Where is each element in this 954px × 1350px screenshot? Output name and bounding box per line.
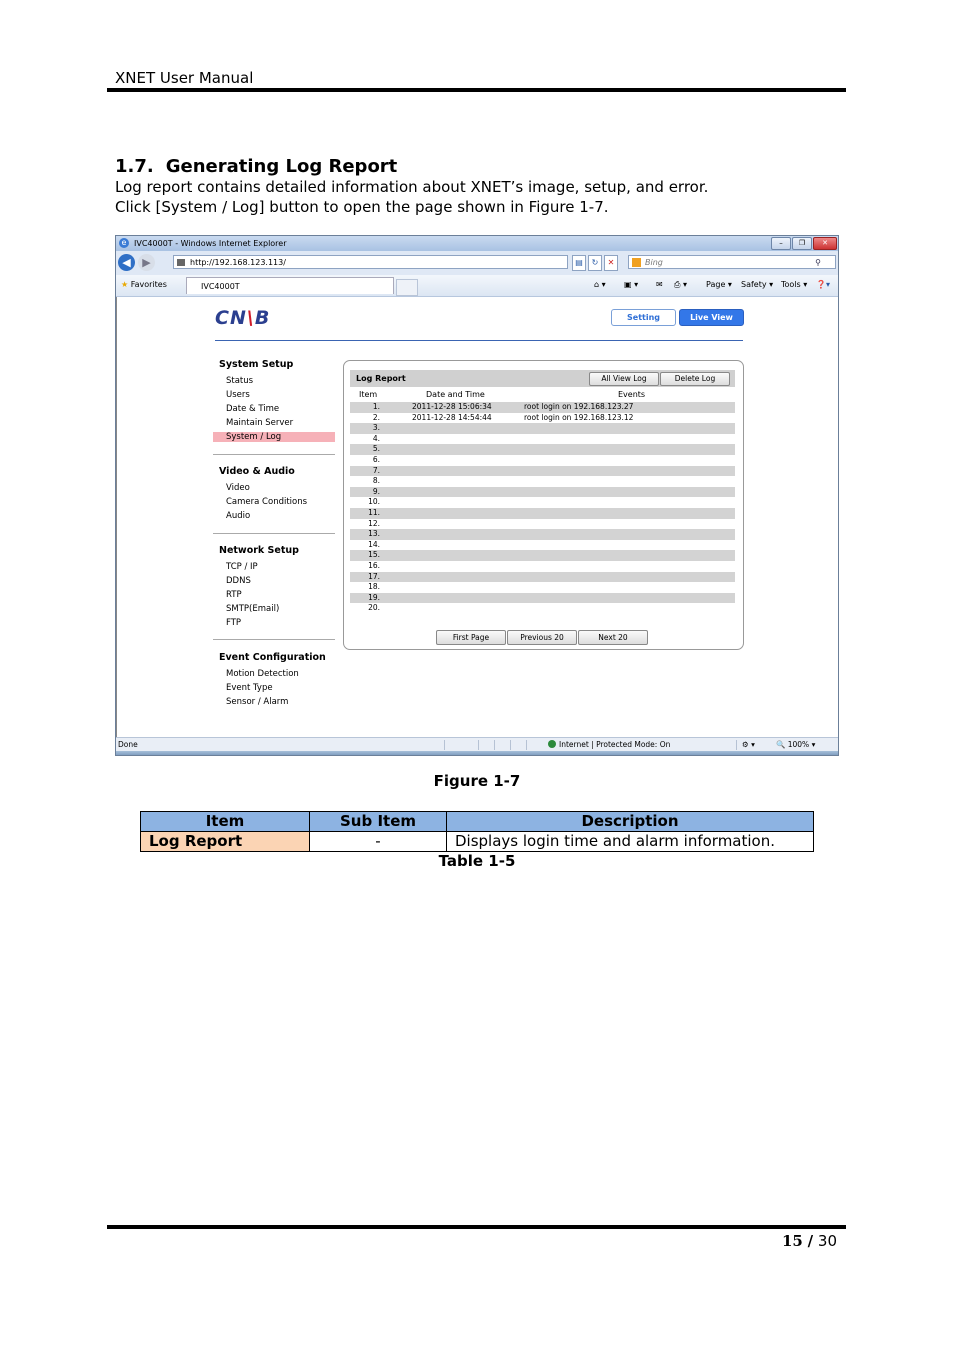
logo-text-mid: \ [246,307,255,329]
log-cell-item: 1. [372,402,380,411]
log-cell-item: 11. [368,507,380,517]
table-row [350,434,735,445]
ie-logo-icon: e [119,238,129,248]
bing-icon [632,258,641,267]
status-separator [494,740,495,750]
mail-icon[interactable]: ✉ [656,280,663,289]
column-header-events: Events [618,390,646,399]
table-row [350,572,735,583]
table-row [350,476,735,487]
table-cell-sub-item: - [310,832,447,852]
taskbar [116,751,838,756]
sidebar-group-system-setup: System Setup [219,359,294,370]
log-cell-item: 4. [372,433,380,443]
log-cell-item: 20. [368,603,380,613]
status-separator [444,740,445,750]
section-title [115,156,409,177]
sidebar-item-ftp[interactable]: FTP [226,618,242,628]
zoom-text: 100% [787,740,810,749]
log-cell-item: 17. [368,571,380,581]
logo-text-left: CN [215,307,247,329]
address-bar-row [116,251,838,275]
log-report-title: Log Report [356,374,406,383]
favorites-bar [116,275,838,297]
column-header-date-time: Date and Time [426,390,485,399]
tools-menu[interactable]: Tools ▾ [781,280,808,289]
log-cell-item: 5. [372,444,380,454]
table-row [350,455,735,466]
home-icon[interactable]: ⌂ ▾ [594,280,606,289]
all-view-log-button[interactable]: All View Log [589,372,659,386]
table-row [350,529,735,540]
safety-menu[interactable]: Safety ▾ [741,280,774,289]
addons-icon[interactable]: ⚙ ▾ [742,740,755,749]
zoom-level[interactable]: 🔍 100% ▾ [776,740,816,749]
web-content [116,297,839,737]
minimize-icon[interactable]: – [771,237,791,250]
log-cell-date-time: 2011-12-28 15:06:34 [412,402,492,411]
globe-icon [548,740,556,748]
table-cell-item: Log Report [141,832,310,852]
browser-screenshot [115,235,839,756]
table-row [350,582,735,593]
sidebar-item-audio[interactable]: Audio [226,511,251,521]
sidebar-item-tcp-ip[interactable]: TCP / IP [226,562,258,572]
table-header-sub-item: Sub Item [310,812,447,832]
setting-button[interactable]: Setting [611,309,676,326]
refresh-icon[interactable]: ↻ [588,255,602,271]
status-separator [736,740,737,750]
sidebar-item-motion-detection[interactable]: Motion Detection [226,669,299,679]
log-cell-item: 2. [372,412,380,422]
table-row [350,497,735,508]
page-menu[interactable]: Page ▾ [706,280,732,289]
close-icon[interactable]: ✕ [813,237,837,250]
logo-text-right: B [254,307,271,329]
table-row [350,466,735,477]
sidebar-item-sensor-alarm[interactable]: Sensor / Alarm [226,697,289,707]
search-input[interactable] [628,255,836,269]
first-page-button[interactable]: First Page [436,630,506,645]
star-icon: ★ [121,280,129,289]
log-cell-item: 13. [368,529,380,539]
log-cell-events: root login on 192.168.123.12 [524,412,634,422]
figure-caption: Figure 1-7 [433,772,521,790]
status-separator [478,740,479,750]
description-table [140,811,814,852]
sidebar-item-status[interactable]: Status [226,376,254,386]
section-number: 1.7. [115,156,154,177]
table-header-row [141,812,814,832]
table-row [350,603,735,614]
browser-tab[interactable] [186,277,394,294]
sidebar-item-camera-conditions[interactable]: Camera Conditions [226,497,308,507]
stop-icon[interactable]: ✕ [604,255,618,271]
sidebar-item-smtp[interactable]: SMTP(Email) [226,604,280,614]
sidebar-group-video-audio: Video & Audio [219,466,295,477]
log-cell-item: 7. [372,465,380,475]
log-cell-item: 8. [372,476,380,486]
sidebar-item-system-log[interactable]: System / Log [213,432,335,442]
paragraph-2: Click [System / Log] button to open the page shown in Figure 1-7. [115,198,609,216]
log-cell-item: 18. [368,582,380,592]
sidebar-group-event-configuration: Event Configuration [219,652,326,663]
page-total: 30 [817,1232,837,1250]
log-report-header [350,370,735,387]
window-titlebar [116,236,838,251]
favorites-button[interactable] [121,280,167,289]
section-heading: Generating Log Report [165,156,398,177]
log-cell-date-time: 2011-12-28 14:54:44 [412,412,492,422]
log-cell-item: 15. [368,550,380,560]
footer-rule [107,1225,846,1229]
log-cell-item: 12. [368,518,380,528]
table-caption: Table 1-5 [438,852,516,870]
top-divider [215,340,743,341]
table-row [141,832,814,852]
table-row [350,444,735,455]
log-cell-item: 16. [368,560,380,570]
status-done: Done [118,740,138,749]
favorites-label: Favorites [130,280,167,289]
status-separator [510,740,511,750]
tab-title: IVC4000T [201,282,240,291]
log-cell-item: 10. [368,497,380,507]
sidebar-group-network-setup: Network Setup [219,545,299,556]
feeds-icon[interactable]: ▣ ▾ [624,280,639,289]
table-row [350,561,735,572]
delete-log-button[interactable]: Delete Log [660,372,730,386]
log-cell-item: 6. [372,454,380,464]
window-title: IVC4000T - Windows Internet Explorer [134,239,287,248]
address-input[interactable] [173,255,568,269]
table-row [350,487,735,498]
forward-icon[interactable]: ▶ [138,254,155,271]
sidebar-item-users[interactable]: Users [226,390,250,400]
table-row [350,540,735,551]
address-text: http://192.168.123.113/ [190,258,286,267]
sidebar-item-video[interactable]: Video [226,483,250,493]
table-cell-description: Displays login time and alarm information. [447,832,814,852]
cnb-logo [215,307,270,329]
compat-icon[interactable]: ▤ [572,255,586,271]
log-cell-item: 14. [368,539,380,549]
live-view-button[interactable]: Live View [679,309,744,326]
status-separator [526,740,527,750]
search-icon[interactable]: ⚲ [815,258,821,267]
help-icon[interactable]: ❓▾ [816,280,830,289]
table-row [350,423,735,434]
previous-20-button[interactable]: Previous 20 [507,630,577,645]
sidebar-item-maintain-server[interactable]: Maintain Server [226,418,294,428]
sidebar-item-event-type[interactable]: Event Type [226,683,273,693]
log-cell-events: root login on 192.168.123.27 [524,402,634,411]
header-rule [107,88,846,92]
sidebar-item-rtp[interactable]: RTP [226,590,242,600]
next-20-button[interactable]: Next 20 [578,630,648,645]
table-row [350,413,735,424]
page-number [700,1232,837,1250]
table-row [350,402,735,413]
page-current: 15 [781,1232,803,1250]
page-separator: / [807,1232,814,1250]
sidebar-divider [213,533,335,534]
print-icon[interactable]: ⎙ ▾ [674,280,687,289]
page-icon [177,259,185,266]
back-icon[interactable]: ◀ [118,254,135,271]
log-cell-item: 3. [372,423,380,433]
table-row [350,550,735,561]
new-tab-button[interactable] [396,279,418,296]
manual-header-title: XNET User Manual [115,69,254,87]
table-row [350,593,735,604]
status-zone-text: Internet | Protected Mode: On [559,740,671,749]
sidebar-item-date-time[interactable]: Date & Time [226,404,280,414]
log-cell-item: 19. [368,592,380,602]
table-header-description: Description [447,812,814,832]
log-report-panel [343,360,744,650]
sidebar-item-ddns[interactable]: DDNS [226,576,251,586]
column-header-item: Item [359,390,378,399]
table-row [350,519,735,530]
log-rows [350,402,735,614]
restore-icon[interactable]: ❐ [792,237,812,250]
table-row [350,508,735,519]
log-cell-item: 9. [372,486,380,496]
sidebar-divider [213,639,335,640]
search-placeholder: Bing [645,258,663,267]
sidebar-divider [213,454,335,455]
status-bar [116,737,838,752]
paragraph-1: Log report contains detailed information about XNET’s image, setup, and error. [115,178,709,196]
status-zone [548,738,670,752]
table-header-item: Item [141,812,310,832]
